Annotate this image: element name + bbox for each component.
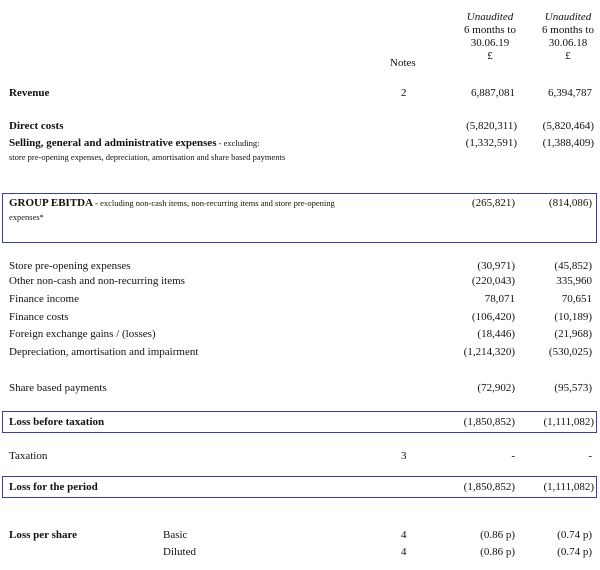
share-based-value-2018: (95,573) (554, 382, 592, 394)
direct-costs-value-2019: (5,820,311) (466, 120, 517, 132)
lps-diluted-label: Diluted (163, 546, 196, 558)
lps-basic-value-2019: (0.86 p) (480, 529, 515, 541)
item-value-2019-depreciation: (1,214,320) (463, 346, 515, 358)
item-label-fx: Foreign exchange gains / (losses) (9, 328, 156, 340)
taxation-value-2019: - (511, 450, 515, 462)
item-value-2018-store-preopening: (45,852) (554, 260, 592, 272)
col1-header-currency: £ (487, 50, 493, 62)
direct-costs-label: Direct costs (9, 120, 64, 132)
ebitda-label-main: GROUP EBITDA (9, 197, 94, 209)
sga-label-detail: store pre-opening expenses, depreciation, amortisation and share based payments (9, 152, 286, 162)
col1-header-line3: 30.06.19 (470, 37, 510, 49)
sga-value-2019: (1,332,591) (465, 137, 517, 149)
item-label-finance-costs: Finance costs (9, 311, 69, 323)
taxation-value-2018: - (588, 450, 592, 462)
revenue-value-2019: 6,887,081 (471, 87, 515, 99)
lps-diluted-value-2019: (0.86 p) (480, 546, 515, 558)
ebitda-label-detail: expenses* (9, 212, 44, 222)
taxation-label: Taxation (9, 450, 48, 462)
loss-before-tax-value-2019: (1,850,852) (463, 416, 515, 428)
loss-period-value-2018: (1,111,082) (543, 481, 594, 493)
ebitda-value-2019: (265,821) (471, 197, 515, 209)
sga-label-suffix: - excluding: (216, 138, 260, 148)
col2-header-line1: Unaudited (544, 11, 592, 23)
item-value-2019-finance-costs: (106,420) (471, 311, 515, 323)
item-value-2018-noncash: 335,960 (556, 275, 592, 287)
sga-value-2018: (1,388,409) (542, 137, 594, 149)
col1-header (455, 11, 525, 63)
item-value-2018-depreciation: (530,025) (548, 346, 592, 358)
lps-label: Loss per share (9, 529, 78, 541)
item-value-2018-finance-income: 70,651 (561, 293, 592, 305)
col2-header (533, 11, 600, 63)
ebitda-value-2018: (814,086) (548, 197, 592, 209)
item-label-store-preopening: Store pre-opening expenses (9, 260, 131, 272)
item-value-2019-finance-income: 78,071 (484, 293, 515, 305)
col1-header-line2: 6 months to (464, 24, 516, 36)
item-label-finance-income: Finance income (9, 293, 79, 305)
item-label-depreciation: Depreciation, amortisation and impairment (9, 346, 199, 358)
col2-header-line3: 30.06.18 (548, 37, 588, 49)
share-based-label: Share based payments (9, 382, 107, 394)
item-value-2018-finance-costs: (10,189) (554, 311, 592, 323)
item-value-2019-noncash: (220,043) (471, 275, 515, 287)
revenue-note: 2 (401, 87, 407, 99)
col2-header-line2: 6 months to (542, 24, 594, 36)
col1-header-line1: Unaudited (466, 11, 514, 23)
col2-header-currency: £ (565, 50, 571, 62)
revenue-value-2018: 6,394,787 (548, 87, 592, 99)
item-value-2019-fx: (18,446) (477, 328, 515, 340)
item-label-noncash: Other non-cash and non-recurring items (9, 275, 185, 287)
notes-header: Notes (390, 57, 416, 69)
sga-label-main: Selling, general and administrative expenses (9, 137, 217, 149)
ebitda-label-suffix: - excluding non-cash items, non-recurring items and store pre-opening (93, 198, 335, 208)
lps-basic-label: Basic (163, 529, 188, 541)
taxation-note: 3 (401, 450, 407, 462)
item-value-2018-fx: (21,968) (554, 328, 592, 340)
revenue-label: Revenue (9, 87, 50, 99)
ebitda-label (9, 197, 335, 209)
direct-costs-value-2018: (5,820,464) (542, 120, 594, 132)
loss-before-tax-value-2018: (1,111,082) (543, 416, 594, 428)
loss-period-label: Loss for the period (9, 481, 98, 493)
sga-label (9, 137, 259, 149)
lps-diluted-value-2018: (0.74 p) (557, 546, 592, 558)
loss-period-value-2019: (1,850,852) (463, 481, 515, 493)
loss-before-tax-label: Loss before taxation (9, 416, 105, 428)
lps-basic-note: 4 (401, 529, 407, 541)
item-value-2019-store-preopening: (30,971) (477, 260, 515, 272)
share-based-value-2019: (72,902) (477, 382, 515, 394)
lps-diluted-note: 4 (401, 546, 407, 558)
lps-basic-value-2018: (0.74 p) (557, 529, 592, 541)
